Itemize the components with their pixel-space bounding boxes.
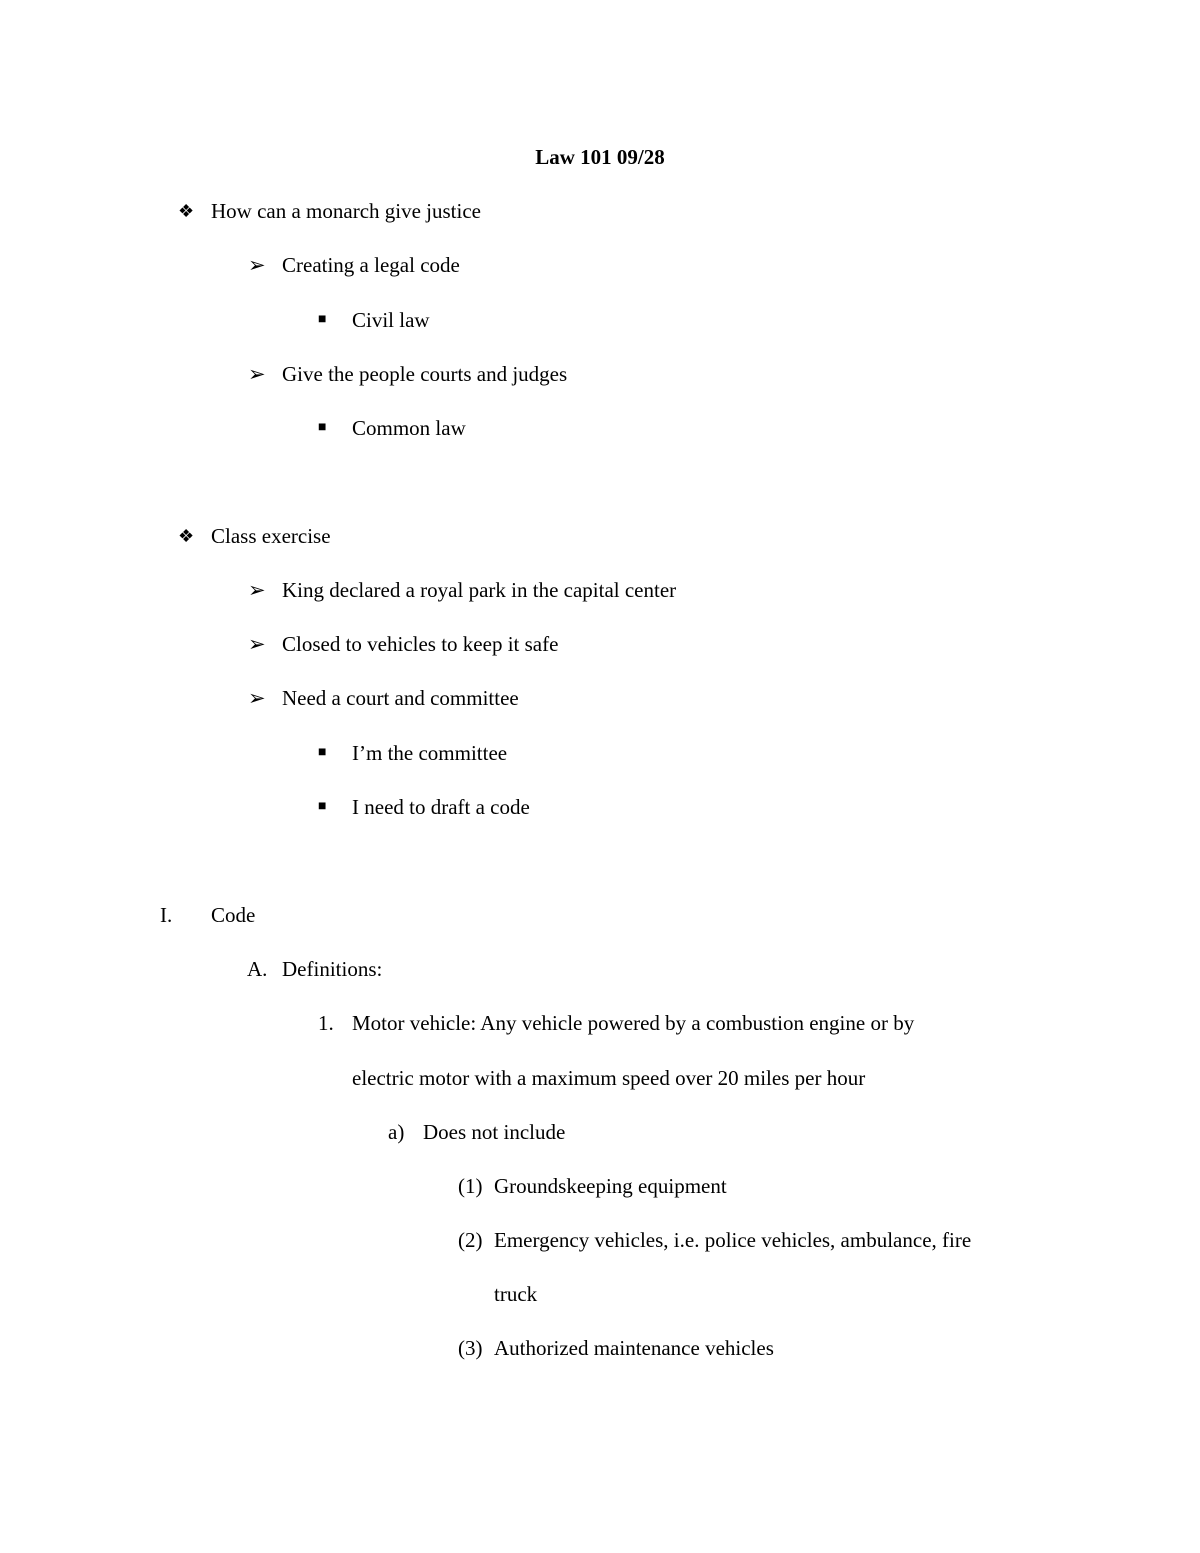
exclusion-heading: Does not include — [423, 1120, 566, 1144]
paren-number-marker: (2) — [458, 1228, 483, 1252]
bullet-text: Give the people courts and judges — [282, 362, 568, 386]
subsection-heading: Definitions: — [282, 957, 383, 981]
exclusion-item: Authorized maintenance vehicles — [494, 1336, 774, 1360]
definition-text: electric motor with a maximum speed over 20 miles per hour — [352, 1066, 866, 1090]
arrow-bullet-icon: ➢ — [248, 632, 266, 656]
exclusion-item: Emergency vehicles, i.e. police vehicles, ambulance, fire — [494, 1228, 972, 1252]
square-bullet-icon: ■ — [318, 420, 327, 435]
paren-number-marker: (1) — [458, 1174, 483, 1198]
bullet-text: I’m the committee — [352, 741, 508, 765]
arrow-bullet-icon: ➢ — [248, 686, 266, 710]
bullet-text: Creating a legal code — [282, 253, 460, 277]
page-title: Law 101 09/28 — [535, 145, 665, 169]
paren-number-marker: (3) — [458, 1336, 483, 1360]
bullet-text: King declared a royal park in the capital center — [282, 578, 677, 602]
letter-marker: a) — [388, 1120, 405, 1144]
diamond-bullet-icon: ❖ — [178, 526, 195, 546]
diamond-bullet-icon: ❖ — [178, 201, 195, 221]
square-bullet-icon: ■ — [318, 312, 327, 327]
bullet-text: How can a monarch give justice — [211, 199, 481, 223]
number-marker: 1. — [318, 1011, 334, 1035]
definition-text: Motor vehicle: Any vehicle powered by a combustion engine or by — [352, 1011, 915, 1035]
bullet-text: Civil law — [352, 308, 430, 332]
bullet-text: Common law — [352, 416, 466, 440]
section-heading: Code — [211, 903, 256, 927]
bullet-text: I need to draft a code — [352, 795, 530, 819]
arrow-bullet-icon: ➢ — [248, 578, 266, 602]
roman-numeral-marker: I. — [160, 903, 173, 927]
square-bullet-icon: ■ — [318, 799, 327, 814]
square-bullet-icon: ■ — [318, 745, 327, 760]
arrow-bullet-icon: ➢ — [248, 253, 266, 277]
arrow-bullet-icon: ➢ — [248, 362, 266, 386]
bullet-text: Closed to vehicles to keep it safe — [282, 632, 559, 656]
exclusion-item: Groundskeeping equipment — [494, 1174, 727, 1198]
letter-marker: A. — [247, 957, 268, 981]
bullet-text: Class exercise — [211, 524, 331, 548]
bullet-text: Need a court and committee — [282, 686, 519, 710]
exclusion-item: truck — [494, 1282, 538, 1306]
